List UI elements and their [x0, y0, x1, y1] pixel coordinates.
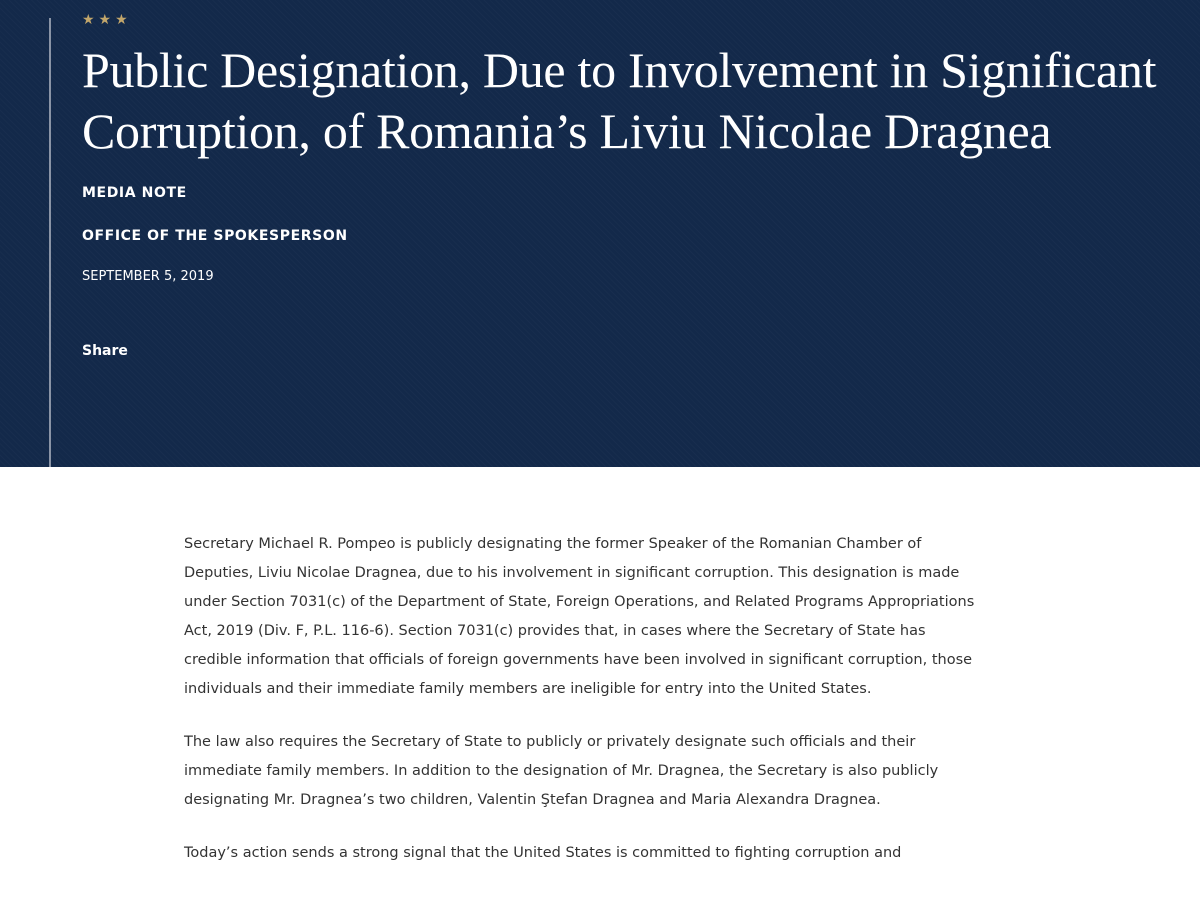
- article-body: [184, 530, 984, 892]
- issuing-office: OFFICE OF THE SPOKESPERSON: [82, 228, 348, 244]
- body-paragraph: Secretary Michael R. Pompeo is publicly designating the former Speaker of the Romanian Chamber of Deputies, Liviu Nicolae Dragnea, due to his involvement in significant corruption. This designation is made under Section 7031(c) of the Department of State, Foreign Operations, and Related Programs Appropriations Act, 2019 (Div. F, P.L. 116-6). Section 7031(c) provides that, in cases where the Secretary of State has credible information that officials of foreign governments have been involved in significant corruption, those individuals and their immediate family members are ineligible for entry into the United States.: [184, 536, 975, 697]
- page-title: Public Designation, Due to Involvement in Significant Corruption, of Romania’s Liviu Nicolae Dragnea: [82, 42, 1157, 159]
- publish-date: SEPTEMBER 5, 2019: [82, 269, 214, 284]
- body-paragraph: Today’s action sends a strong signal that the United States is committed to fighting corruption and: [184, 845, 902, 861]
- article-type: MEDIA NOTE: [82, 185, 187, 201]
- stars-icon: ★★★: [82, 12, 132, 28]
- header-vertical-rule: [49, 18, 51, 467]
- body-paragraph: The law also requires the Secretary of State to publicly or privately designate such officials and their immediate family members. In addition to the designation of Mr. Dragnea, the Secretary is also publicly designating Mr. Dragnea’s two children, Valentin Ştefan Dragnea and Maria Alexandra Dragnea.: [184, 734, 939, 808]
- share-button[interactable]: Share: [82, 343, 128, 359]
